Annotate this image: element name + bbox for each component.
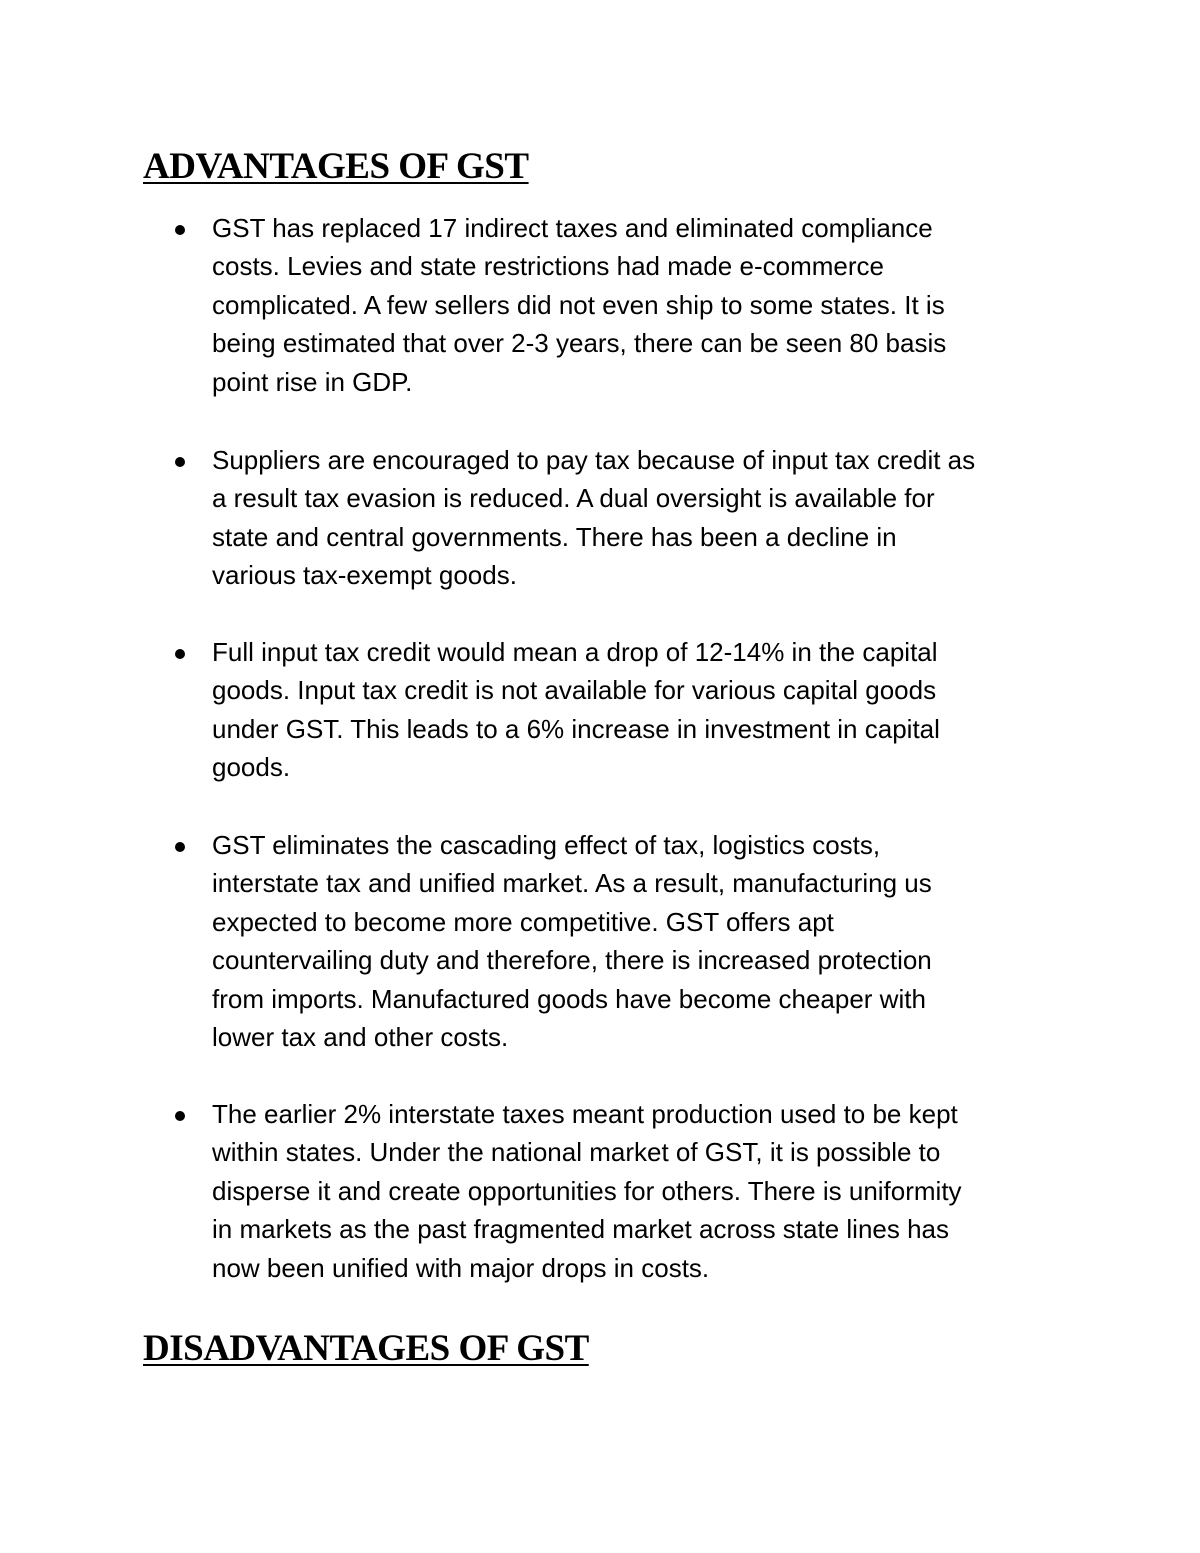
list-item-text: Suppliers are encouraged to pay tax because of input tax credit as a result tax evasion is reduced. A dual oversight is available for state and central governments. There has been a decline in various tax-exempt goods. <box>212 445 976 591</box>
list-item-text: GST has replaced 17 indirect taxes and eliminated compliance costs. Levies and state restrictions had made e-commerce complicated. A few sellers did not even ship to some states. It is being estimated that over 2-3 years, there can be seen 80 basis point rise in GDP. <box>212 213 947 397</box>
list-item-text: The earlier 2% interstate taxes meant production used to be kept within states. Under the national market of GST, it is possible to disperse it and create opportunities for others. There is uniformity in markets as the past fragmented market across state lines has now been unified with major drops in costs. <box>212 1099 962 1283</box>
list-item-text: GST eliminates the cascading effect of tax, logistics costs, interstate tax and unified market. As a result, manufacturing us expected to become more competitive. GST offers apt countervailing duty and therefore, there is increased protection from imports. Manufactured goods have become cheaper with lower tax and other costs. <box>212 830 932 1053</box>
advantages-heading: ADVANTAGES OF GST <box>143 146 529 187</box>
disadvantages-heading: DISADVANTAGES OF GST <box>143 1328 589 1369</box>
bullet-icon <box>175 225 185 235</box>
bullet-icon <box>175 457 185 467</box>
bullet-icon <box>175 649 185 659</box>
bullet-icon <box>175 1111 185 1121</box>
bullet-icon <box>175 842 185 852</box>
list-item-text: Full input tax credit would mean a drop of 12-14% in the capital goods. Input tax credit is not available for various capital goods under GST. This leads to a 6% increase in investment in capital goods. <box>212 637 940 783</box>
